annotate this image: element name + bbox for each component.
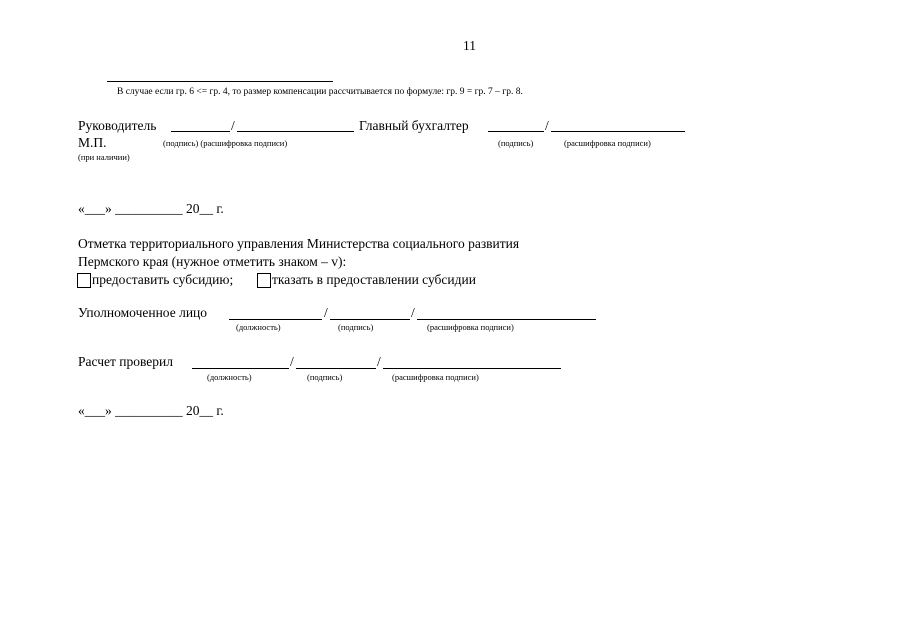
authorized-slash-2: / — [411, 305, 415, 320]
checked-label: Расчет проверил — [78, 354, 174, 369]
accountant-decode-line — [551, 131, 685, 132]
checked-position-line — [192, 368, 289, 369]
head-decode-line — [237, 131, 354, 132]
head-label: Руководитель — [78, 118, 157, 133]
authorized-slash-1: / — [324, 305, 328, 320]
accountant-sign-line — [488, 131, 544, 132]
stamp-mark: М.П. — [78, 135, 107, 150]
checked-sign-line — [296, 368, 376, 369]
head-caption: (подпись) (расшифровка подписи) — [163, 138, 288, 148]
grant-option-label: предоставить субсидию; — [92, 272, 234, 287]
authorized-position-line — [229, 319, 322, 320]
accountant-label: Главный бухгалтер — [359, 118, 469, 133]
authorized-caption-decode: (расшифровка подписи) — [427, 322, 514, 332]
authorized-sign-line — [330, 319, 410, 320]
head-sign-line — [171, 131, 230, 132]
authorized-caption-position: (должность) — [236, 322, 281, 332]
page-number: 11 — [463, 38, 476, 53]
checked-caption-position: (должность) — [207, 372, 252, 382]
date-line-2: «___» __________ 20__ г. — [78, 403, 224, 418]
authorized-decode-line — [417, 319, 596, 320]
refuse-option-label: тказать в предоставлении субсидии — [272, 272, 476, 287]
checked-slash-1: / — [290, 354, 294, 369]
checked-slash-2: / — [377, 354, 381, 369]
grant-checkbox[interactable] — [77, 273, 91, 288]
accountant-caption-sign: (подпись) — [498, 138, 534, 148]
footnote-separator — [107, 81, 333, 82]
refuse-checkbox[interactable] — [257, 273, 271, 288]
checked-decode-line — [383, 368, 561, 369]
mark-line-1: Отметка территориального управления Министерства социального развития — [78, 236, 520, 251]
authorized-caption-sign: (подпись) — [338, 322, 374, 332]
accountant-slash: / — [545, 118, 549, 133]
stamp-note: (при наличии) — [78, 152, 130, 162]
mark-line-2: Пермского края (нужное отметить знаком – v): — [78, 254, 347, 269]
accountant-caption-decode: (расшифровка подписи) — [564, 138, 651, 148]
head-slash: / — [231, 118, 235, 133]
checked-caption-sign: (подпись) — [307, 372, 343, 382]
authorized-label: Уполномоченное лицо — [78, 305, 208, 320]
date-line-1: «___» __________ 20__ г. — [78, 201, 224, 216]
checked-caption-decode: (расшифровка подписи) — [392, 372, 479, 382]
footnote-text: В случае если гр. 6 <= гр. 4, то размер компенсации рассчитывается по формуле: гр. 9 = гр. 7 – гр. 8. — [117, 87, 523, 97]
